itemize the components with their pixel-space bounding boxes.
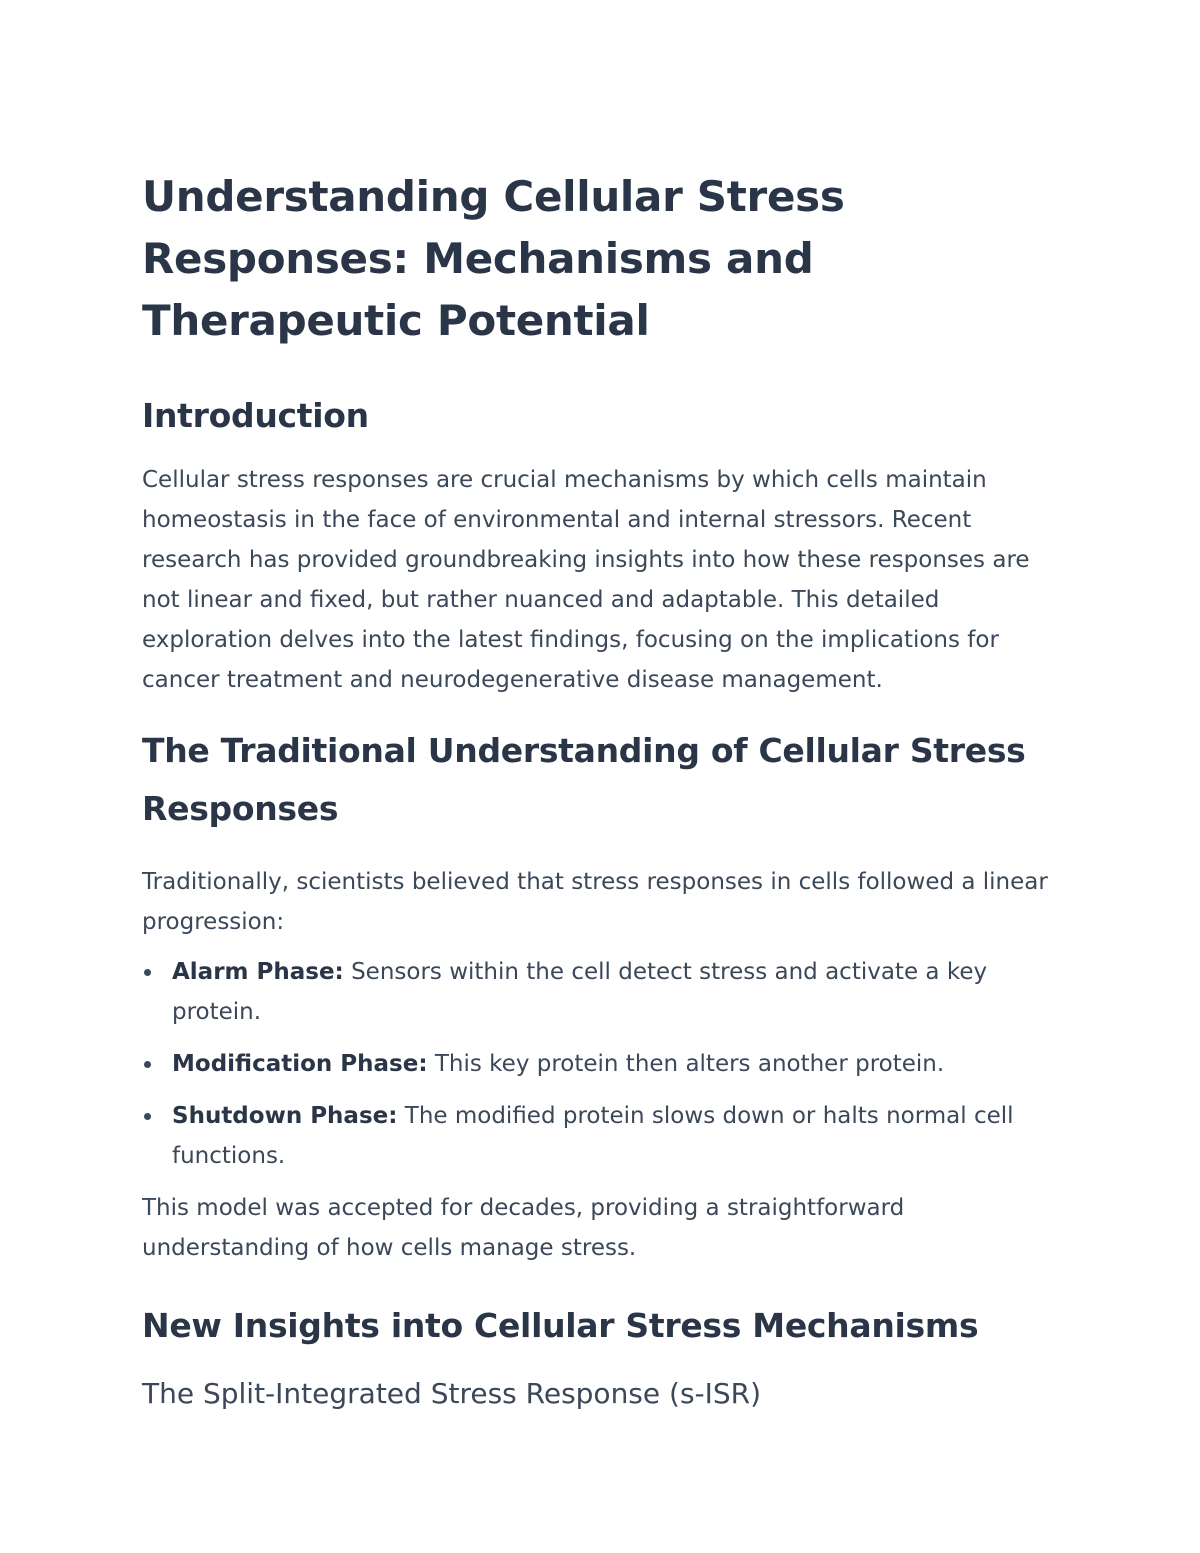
s-isr-subheading: The Split-Integrated Stress Response (s-ISR): [142, 1377, 762, 1410]
traditional-lead: Traditionally, scientists believed that stress responses in cells followed a linear progression:: [142, 869, 1048, 935]
phase-description: This key protein then alters another protein.: [427, 1051, 945, 1077]
phase-term: Shutdown Phase:: [172, 1103, 398, 1129]
phase-description: Sensors within the cell detect stress and activate a key protein.: [172, 959, 988, 1025]
introduction-heading: Introduction: [142, 396, 369, 435]
list-item-modification-phase: [142, 1044, 1062, 1084]
traditional-conclusion: This model was accepted for decades, providing a straightforward understanding of how cells manage stress.: [142, 1195, 905, 1261]
document-page: [142, 166, 1062, 1418]
phase-term: Modification Phase:: [172, 1051, 428, 1077]
traditional-heading: The Traditional Understanding of Cellular Stress Responses: [142, 731, 1026, 828]
introduction-paragraph: Cellular stress responses are crucial mechanisms by which cells maintain homeostasis in the face of environmental and internal stressors. Recent research has provided groundbreaking insights into how these responses are not linear and fixed, but rather nuanced and adaptable. This detailed exploration delves into the latest findings, focusing on the implications for cancer treatment and neurodegenerative disease management.: [142, 467, 1030, 693]
list-item-shutdown-phase: [142, 1096, 1062, 1176]
bullet-icon: [144, 969, 151, 976]
phase-term: Alarm Phase:: [172, 959, 344, 985]
phase-description: The modified protein slows down or halts normal cell functions.: [172, 1103, 1014, 1169]
phase-list: [142, 952, 1062, 1176]
document-title: Understanding Cellular Stress Responses: Mechanisms and Therapeutic Potential: [142, 172, 845, 345]
new-insights-heading: New Insights into Cellular Stress Mechanisms: [142, 1306, 979, 1345]
list-item-alarm-phase: [142, 952, 1062, 1032]
bullet-icon: [144, 1061, 151, 1068]
bullet-icon: [144, 1113, 151, 1120]
